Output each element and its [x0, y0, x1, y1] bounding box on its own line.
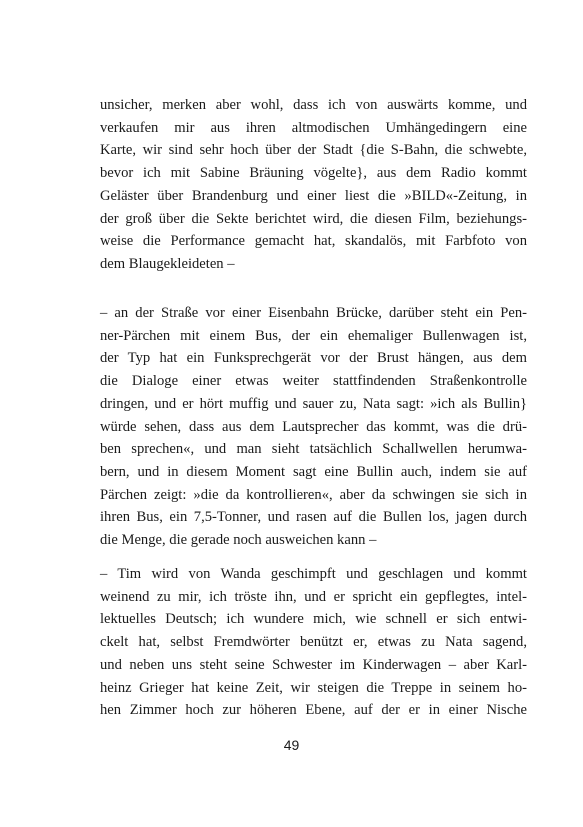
text-line: hen Zimmer hoch zur höheren Ebene, auf der er in einer Nische	[100, 702, 527, 719]
paragraph-1	[100, 94, 527, 276]
text-line: dringen, und er hört muffig und sauer zu, Nata sagt: »ich als Bullin}	[100, 395, 527, 412]
text-line: unsicher, merken aber wohl, dass ich von auswärts komme, und	[100, 97, 527, 113]
paragraph-3	[100, 563, 527, 722]
text-line: bern, und in diesem Moment sagt eine Bullin auch, indem sie auf	[100, 463, 527, 480]
text-line: Karte, wir sind sehr hoch über der Stadt {die S-Bahn, die schwebte,	[100, 142, 527, 159]
paragraph-2	[100, 302, 527, 552]
text-line: Geläster über Brandenburg und einer liest die »BILD«-Zeitung, in	[100, 187, 527, 204]
text-line: verkaufen mir aus ihren altmodischen Umhängedingern eine	[100, 119, 527, 136]
text-line: die Menge, die gerade noch ausweichen kann –	[100, 532, 377, 549]
text-line: – Tim wird von Wanda geschimpft und geschlagen und kommt	[100, 566, 527, 582]
text-line: – an der Straße vor einer Eisenbahn Brücke, darüber steht ein Pen-	[100, 305, 527, 321]
text-line: der Typ hat ein Funksprechgerät vor der Brust hängen, aus dem	[100, 350, 527, 367]
text-line: lektuelles Deutsch; ich wundere mich, wie schnell er sich entwi-	[100, 611, 527, 628]
text-line: weinend zu mir, ich tröste ihn, und er spricht ein gepflegtes, intel-	[100, 588, 527, 605]
text-line: die Dialoge einer etwas weiter stattfindenden Straßenkontrolle	[100, 373, 527, 390]
text-line: dem Blaugekleideten –	[100, 255, 235, 272]
text-line: ihren Bus, ein 7,5-Tonner, und rasen auf die Bullen los, jagen durch	[100, 509, 527, 526]
text-line: Pärchen zeigt: »die da kontrollieren«, aber da schwingen sie sich in	[100, 486, 527, 503]
text-line: heinz Grieger hat keine Zeit, wir steigen die Treppe in seinem ho-	[100, 679, 527, 696]
text-line: bevor ich mit Sabine Bräuning vögelte}, aus dem Radio kommt	[100, 165, 527, 182]
text-line: ner-Pärchen mit einem Bus, der ein ehemaliger Bullenwagen ist,	[100, 327, 527, 344]
text-line: weise die Performance gemacht hat, skandalös, mit Farbfoto von	[100, 233, 527, 250]
page-number: 49	[283, 737, 300, 753]
text-line: würde sehen, dass aus dem Lautsprecher das kommt, was die drü-	[100, 418, 527, 435]
text-line: ckelt hat, selbst Fremdwörter benützt er, etwas zu Nata sagend,	[100, 634, 527, 651]
text-line: ben sprechen«, und man sieht tatsächlich Schallwellen herumwa-	[100, 441, 527, 458]
text-line: der groß über die Sekte berichtet wird, die diesen Film, beziehungs-	[100, 210, 527, 227]
text-line: und neben uns steht seine Schwester im Kinderwagen – aber Karl-	[100, 656, 527, 673]
